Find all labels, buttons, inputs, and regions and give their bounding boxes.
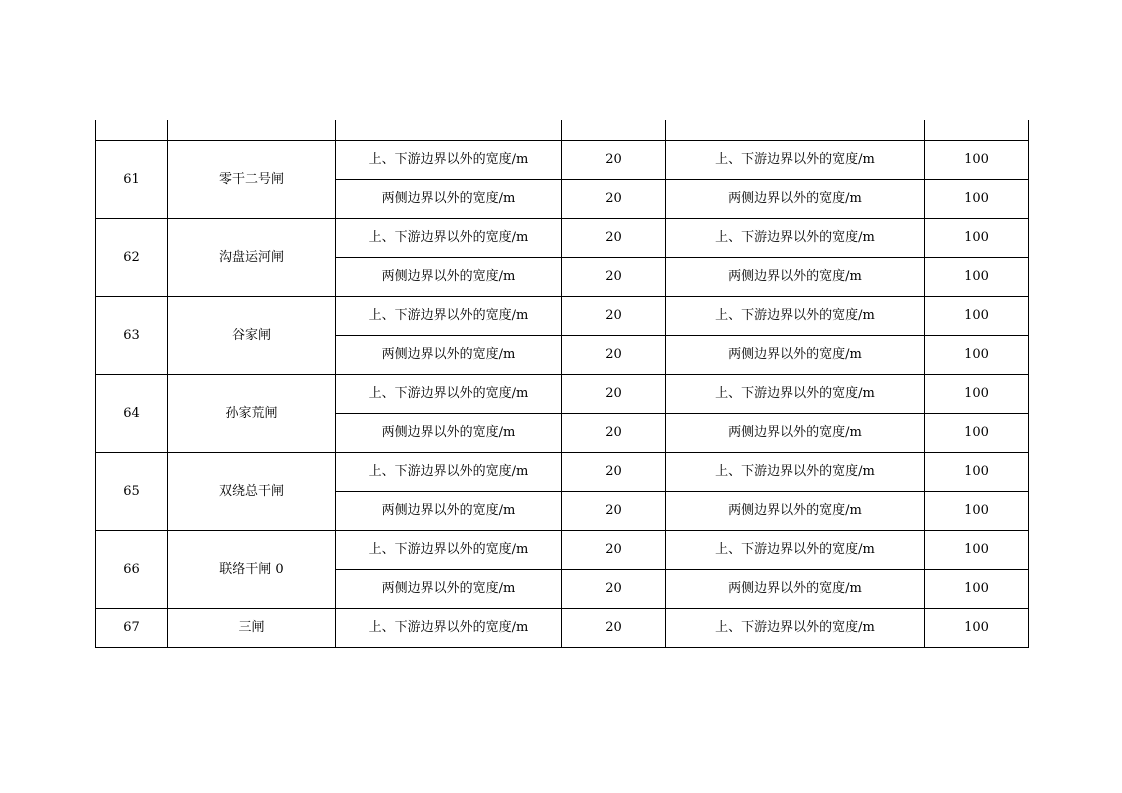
empty-cell — [336, 120, 562, 141]
table-row — [96, 219, 1029, 258]
row-number-cell: 63 — [96, 297, 168, 375]
value-cell: 20 — [562, 570, 666, 609]
criterion-cell: 两侧边界以外的宽度/m — [666, 180, 925, 219]
value-cell: 100 — [925, 336, 1029, 375]
value-cell: 100 — [925, 570, 1029, 609]
sluice-name-cell: 谷家闸 — [168, 297, 336, 375]
value-cell: 20 — [562, 375, 666, 414]
value-cell: 20 — [562, 492, 666, 531]
table-row — [96, 375, 1029, 414]
row-number-cell: 64 — [96, 375, 168, 453]
value-cell: 100 — [925, 453, 1029, 492]
row-number-cell: 62 — [96, 219, 168, 297]
value-cell: 20 — [562, 609, 666, 648]
value-cell: 100 — [925, 297, 1029, 336]
continued-row — [96, 120, 1029, 141]
row-number-cell: 67 — [96, 609, 168, 648]
value-cell: 20 — [562, 414, 666, 453]
table-row — [96, 531, 1029, 570]
value-cell: 20 — [562, 336, 666, 375]
value-cell: 100 — [925, 375, 1029, 414]
criterion-cell: 两侧边界以外的宽度/m — [336, 570, 562, 609]
criterion-cell: 上、下游边界以外的宽度/m — [336, 453, 562, 492]
criterion-cell: 上、下游边界以外的宽度/m — [336, 531, 562, 570]
criterion-cell: 上、下游边界以外的宽度/m — [336, 297, 562, 336]
criterion-cell: 两侧边界以外的宽度/m — [336, 258, 562, 297]
boundary-width-table — [95, 120, 1029, 648]
value-cell: 100 — [925, 609, 1029, 648]
sluice-name-cell: 沟盘运河闸 — [168, 219, 336, 297]
empty-cell — [168, 120, 336, 141]
criterion-cell: 上、下游边界以外的宽度/m — [336, 375, 562, 414]
sluice-name-cell: 孙家荒闸 — [168, 375, 336, 453]
value-cell: 20 — [562, 453, 666, 492]
criterion-cell: 两侧边界以外的宽度/m — [336, 414, 562, 453]
table-row — [96, 453, 1029, 492]
sluice-name-cell: 零干二号闸 — [168, 141, 336, 219]
empty-cell — [562, 120, 666, 141]
value-cell: 100 — [925, 219, 1029, 258]
criterion-cell: 上、下游边界以外的宽度/m — [666, 531, 925, 570]
criterion-cell: 两侧边界以外的宽度/m — [666, 414, 925, 453]
table-body — [96, 120, 1029, 648]
criterion-cell: 上、下游边界以外的宽度/m — [666, 609, 925, 648]
sluice-name-cell: 双绕总干闸 — [168, 453, 336, 531]
criterion-cell: 两侧边界以外的宽度/m — [666, 336, 925, 375]
value-cell: 100 — [925, 531, 1029, 570]
value-cell: 20 — [562, 219, 666, 258]
criterion-cell: 两侧边界以外的宽度/m — [666, 258, 925, 297]
sluice-name-cell: 联络干闸 0 — [168, 531, 336, 609]
criterion-cell: 上、下游边界以外的宽度/m — [666, 375, 925, 414]
criterion-cell: 上、下游边界以外的宽度/m — [666, 141, 925, 180]
criterion-cell: 两侧边界以外的宽度/m — [666, 492, 925, 531]
empty-cell — [666, 120, 925, 141]
table-row — [96, 297, 1029, 336]
table-row — [96, 141, 1029, 180]
row-number-cell: 65 — [96, 453, 168, 531]
criterion-cell: 两侧边界以外的宽度/m — [336, 492, 562, 531]
value-cell: 20 — [562, 531, 666, 570]
value-cell: 100 — [925, 414, 1029, 453]
value-cell: 100 — [925, 492, 1029, 531]
value-cell: 20 — [562, 297, 666, 336]
empty-cell — [96, 120, 168, 141]
value-cell: 100 — [925, 180, 1029, 219]
sluice-name-cell: 三闸 — [168, 609, 336, 648]
empty-cell — [925, 120, 1029, 141]
criterion-cell: 两侧边界以外的宽度/m — [336, 336, 562, 375]
row-number-cell: 66 — [96, 531, 168, 609]
table-row — [96, 609, 1029, 648]
value-cell: 100 — [925, 141, 1029, 180]
value-cell: 20 — [562, 141, 666, 180]
criterion-cell: 上、下游边界以外的宽度/m — [336, 219, 562, 258]
row-number-cell: 61 — [96, 141, 168, 219]
criterion-cell: 两侧边界以外的宽度/m — [666, 570, 925, 609]
criterion-cell: 上、下游边界以外的宽度/m — [666, 297, 925, 336]
criterion-cell: 上、下游边界以外的宽度/m — [666, 453, 925, 492]
criterion-cell: 上、下游边界以外的宽度/m — [666, 219, 925, 258]
value-cell: 20 — [562, 258, 666, 297]
criterion-cell: 两侧边界以外的宽度/m — [336, 180, 562, 219]
value-cell: 20 — [562, 180, 666, 219]
value-cell: 100 — [925, 258, 1029, 297]
criterion-cell: 上、下游边界以外的宽度/m — [336, 609, 562, 648]
criterion-cell: 上、下游边界以外的宽度/m — [336, 141, 562, 180]
